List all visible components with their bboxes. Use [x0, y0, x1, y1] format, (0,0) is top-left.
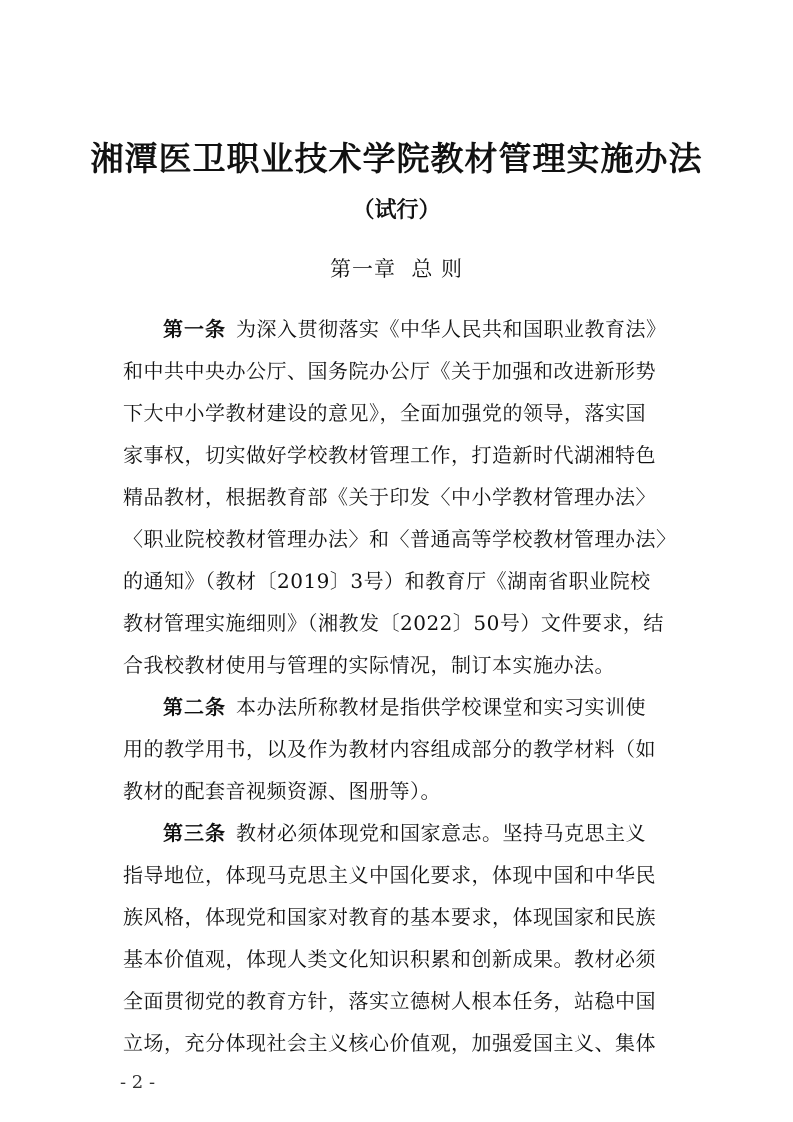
article-text-line: 本办法所称教材是指供学校课堂和实习实训使	[236, 695, 646, 719]
article-text-line: 立场，充分体现社会主义核心价值观，加强爱国主义、集体	[123, 1031, 656, 1055]
article-text-line: 下大中小学教材建设的意见》，全面加强党的领导，落实国	[123, 401, 646, 425]
article-text-line: 〈职业院校教材管理办法〉和〈普通高等学校教材管理办法〉	[123, 527, 677, 551]
document-title: 湘潭医卫职业技术学院教材管理实施办法	[90, 139, 703, 178]
article-1-first-line	[163, 316, 667, 342]
chapter-heading: 第一章 总 则	[329, 257, 464, 281]
page-number: - 2 -	[120, 1072, 156, 1093]
article-text-line: 为深入贯彻落实《中华人民共和国职业教育法》	[236, 317, 667, 341]
article-text-line: 族风格，体现党和国家对教育的基本要求，体现国家和民族	[123, 905, 656, 929]
article-1-label: 第一条	[163, 317, 226, 341]
article-text-line: 精品教材，根据教育部《关于印发〈中小学教材管理办法〉	[123, 485, 656, 509]
article-3-label: 第三条	[163, 821, 226, 845]
article-2-first-line	[163, 694, 646, 720]
article-2-label: 第二条	[163, 695, 226, 719]
article-text-line: 用的教学用书，以及作为教材内容组成部分的教学材料（如	[123, 737, 656, 761]
article-text-line: 基本价值观，体现人类文化知识积累和创新成果。教材必须	[123, 947, 656, 971]
article-text-line: 家事权，切实做好学校教材管理工作，打造新时代湖湘特色	[123, 443, 656, 467]
article-text-line: 教材必须体现党和国家意志。坚持马克思主义	[236, 821, 646, 845]
article-3-first-line	[163, 820, 646, 846]
article-text-line: 合我校教材使用与管理的实际情况，制订本实施办法。	[123, 653, 615, 677]
article-text-line: 全面贯彻党的教育方针，落实立德树人根本任务，站稳中国	[123, 989, 656, 1013]
article-text-line: 和中共中央办公厅、国务院办公厅《关于加强和改进新形势	[123, 359, 656, 383]
article-text-line: 教材管理实施细则》（湘教发〔2022〕50号）文件要求，结	[123, 611, 664, 635]
article-text-line: 的通知》（教材〔2019〕3号）和教育厅《湖南省职业院校	[123, 569, 651, 593]
document-subtitle: （试行）	[352, 197, 441, 223]
article-text-line: 指导地位，体现马克思主义中国化要求，体现中国和中华民	[123, 863, 656, 887]
article-text-line: 教材的配套音视频资源、图册等）。	[123, 779, 441, 803]
